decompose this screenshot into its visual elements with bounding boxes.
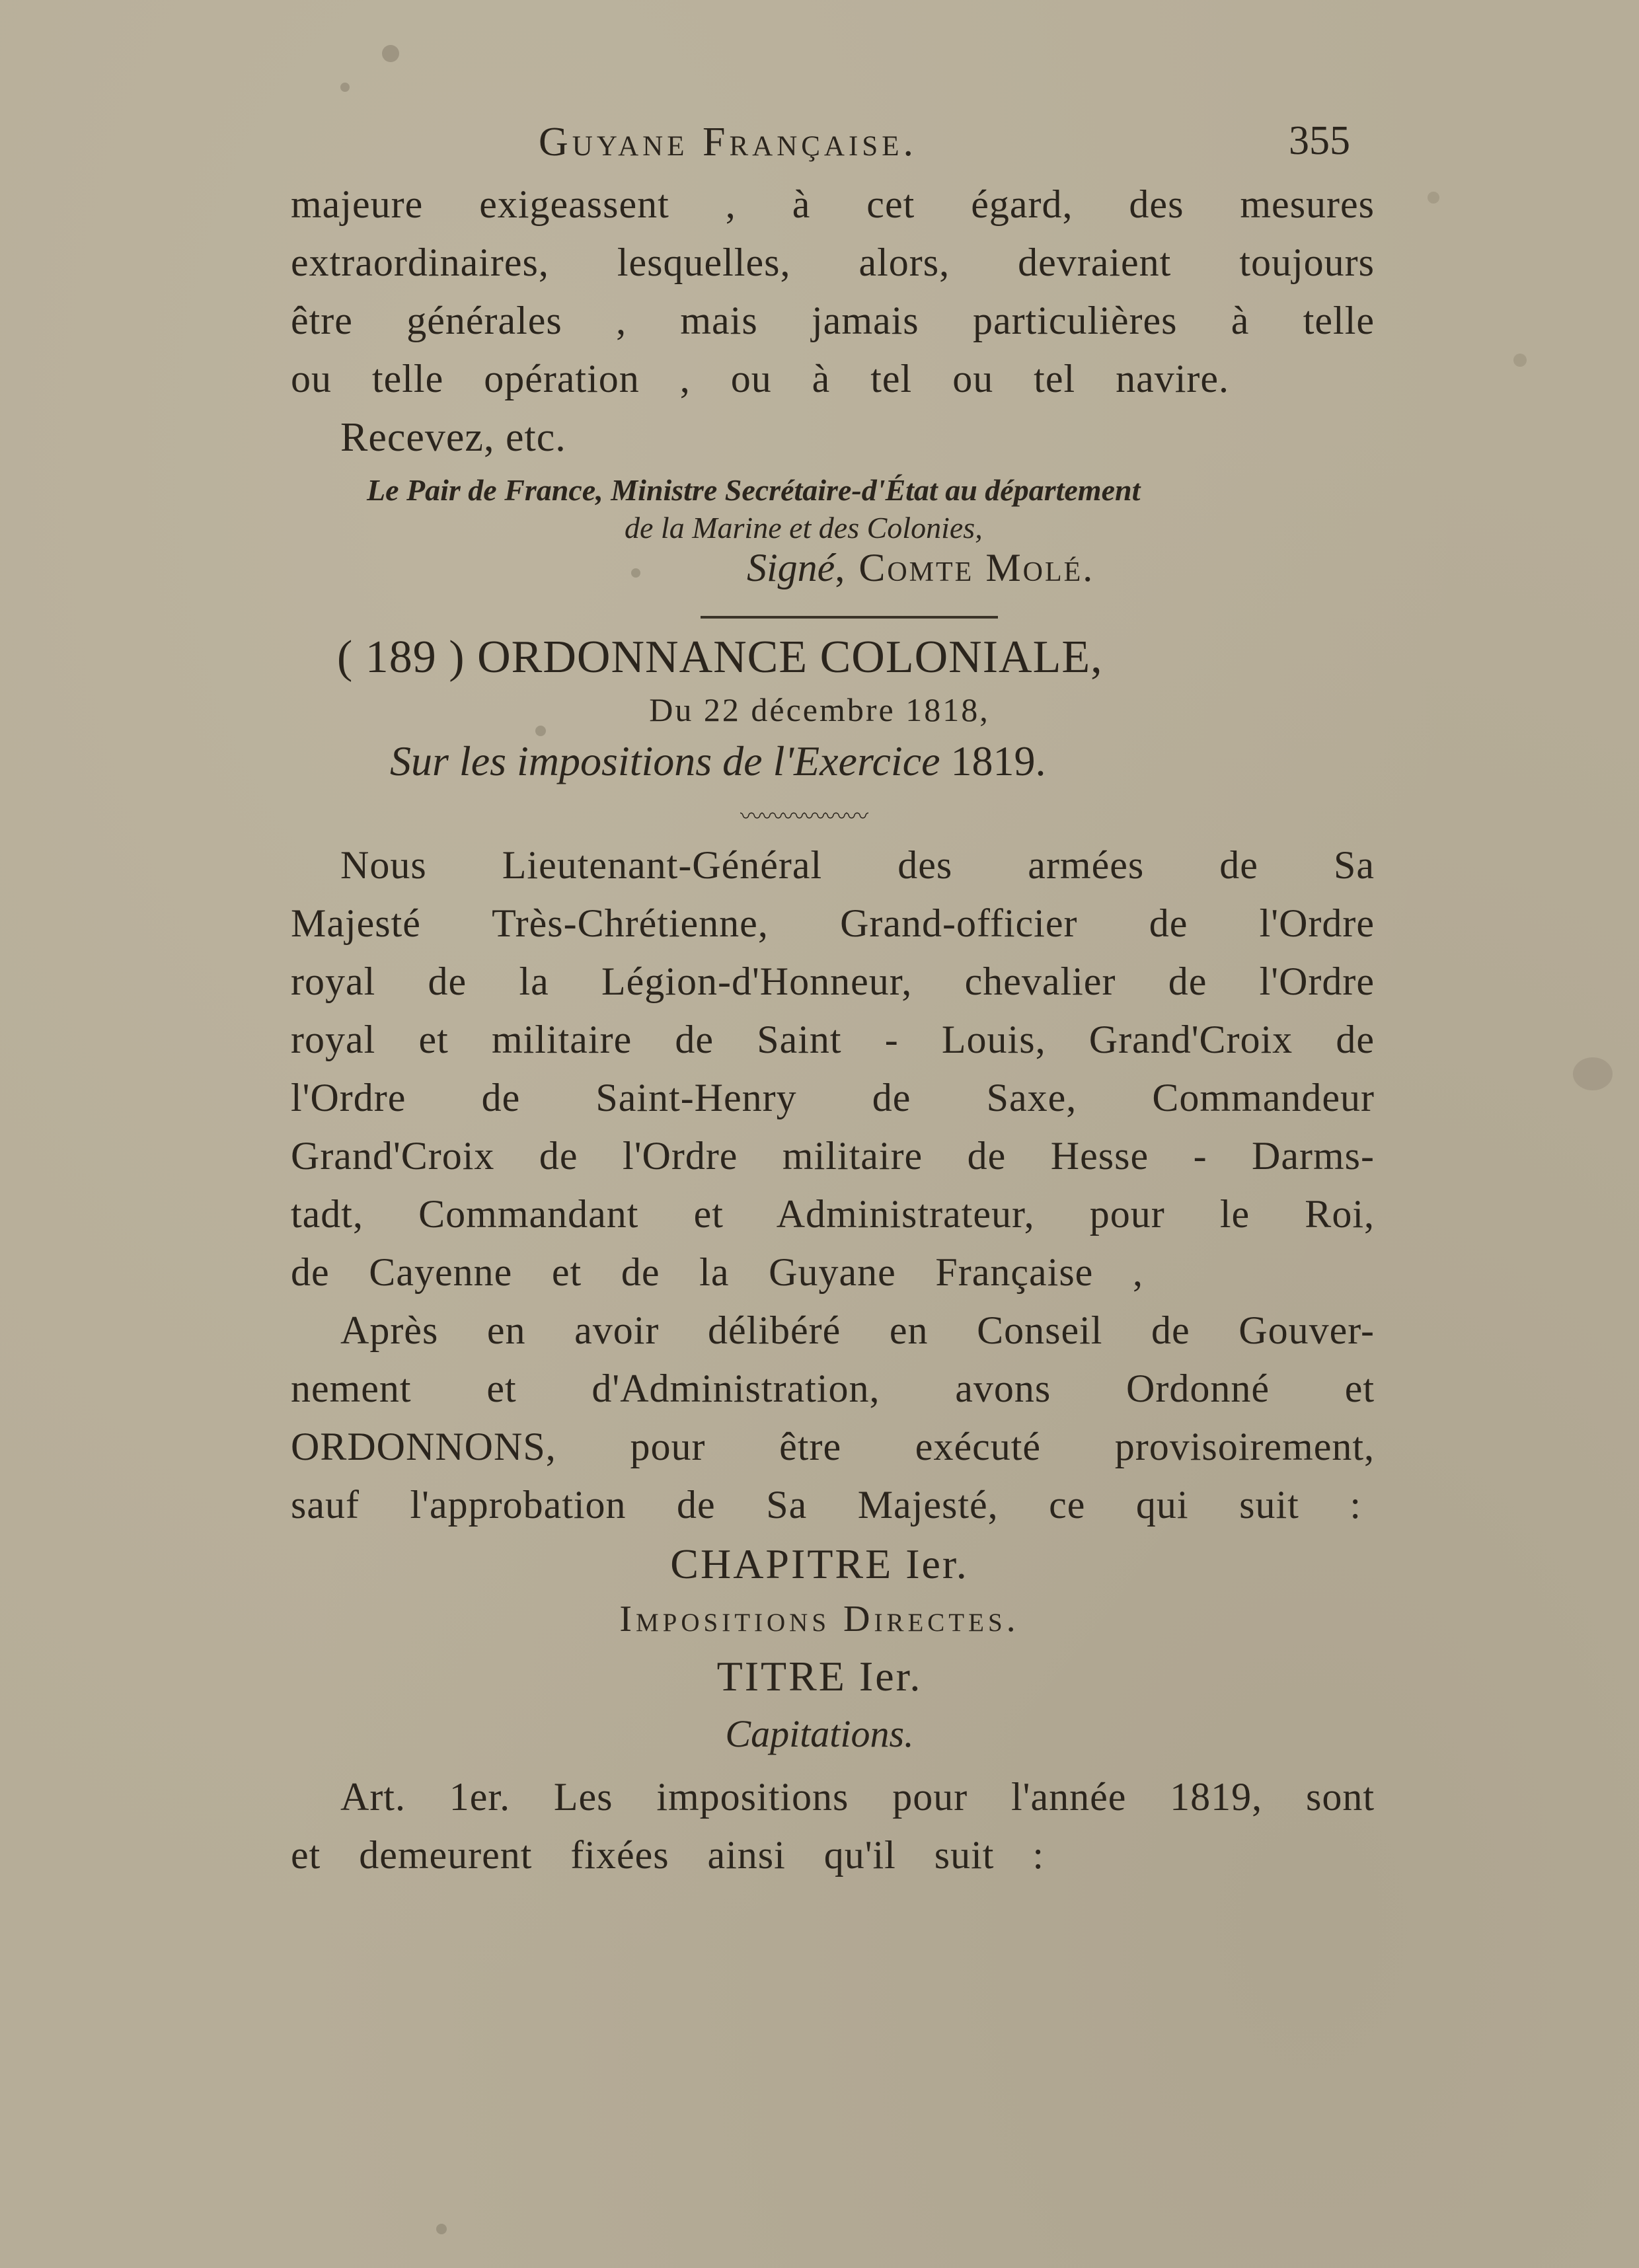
paper-speck [535, 726, 546, 736]
ordinance-subject [390, 737, 1046, 786]
signatory-name: , Comte Molé. [835, 546, 1095, 589]
subject-text: Sur les impositions de l'Exercice [390, 737, 940, 784]
title-subject: Capitations. [725, 1712, 914, 1755]
paper-speck [1513, 354, 1527, 367]
paper-speck [382, 45, 399, 62]
chapter-title: Impositions Directes. [619, 1599, 1020, 1640]
article-line: et demeurent fixées ainsi qu'il suit : [291, 1833, 1044, 1877]
ordinance-heading: ( 189 ) ORDONNANCE COLONIALE, [337, 632, 1103, 683]
paper-speck [631, 568, 640, 578]
paper-speck [436, 2224, 447, 2234]
running-title: Guyane Française. [539, 120, 917, 165]
subject-year: 1819. [950, 737, 1046, 784]
decision-line: nement et d'Administration, avons Ordonné et [291, 1367, 1375, 1410]
title-heading: TITRE Ier. [716, 1653, 923, 1700]
closing-formula: Recevez, etc. [340, 415, 566, 460]
preamble-line: Grand'Croix de l'Ordre militaire de Hesse - Darms- [291, 1134, 1375, 1178]
decision-line: Après en avoir délibéré en Conseil de Gouver- [340, 1308, 1375, 1352]
decision-line: ORDONNONS, pour être exécuté provisoirement, [291, 1425, 1375, 1468]
preamble-line: Majesté Très-Chrétienne, Grand-officier de l'Ordre [291, 901, 1375, 945]
section-divider [701, 616, 998, 619]
preamble-line: Nous Lieutenant-Général des armées de Sa [340, 843, 1375, 887]
ordinance-date: Du 22 décembre 1818, [649, 691, 990, 728]
preamble-line: royal et militaire de Saint - Louis, Grand'Croix de [291, 1018, 1375, 1061]
page-number: 355 [1289, 118, 1350, 163]
preamble-line: tadt, Commandant et Administrateur, pour le Roi, [291, 1192, 1375, 1236]
text-line: ou telle opération , ou à tel ou tel navire. [291, 357, 1229, 400]
paper-speck [1573, 1057, 1613, 1090]
signed-label: Signé [747, 546, 835, 589]
text-line: être générales , mais jamais particulières à telle [291, 299, 1375, 342]
text-line: majeure exigeassent , à cet égard, des mesures [291, 182, 1375, 226]
signatory-title-continued: de la Marine et des Colonies, [625, 511, 983, 545]
chapter-heading: CHAPITRE Ier. [670, 1540, 969, 1587]
decision-line: sauf l'approbation de Sa Majesté, ce qui suit : [291, 1483, 1361, 1527]
article-line: Art. 1er. Les impositions pour l'année 1819, sont [340, 1775, 1375, 1819]
preamble-line: de Cayenne et de la Guyane Française , [291, 1250, 1143, 1294]
paper-speck [1428, 192, 1439, 204]
text-line: extraordinaires, lesquelles, alors, devraient toujours [291, 241, 1375, 284]
ornamental-separator: 〰〰〰〰〰〰 [740, 804, 867, 830]
paper-speck [340, 83, 350, 92]
signatory-title: Le Pair de France, Ministre Secrétaire-d'État au département [367, 473, 1141, 507]
signature-line [747, 545, 1094, 591]
preamble-line: l'Ordre de Saint-Henry de Saxe, Commandeur [291, 1076, 1375, 1119]
preamble-line: royal de la Légion-d'Honneur, chevalier de l'Ordre [291, 960, 1375, 1003]
